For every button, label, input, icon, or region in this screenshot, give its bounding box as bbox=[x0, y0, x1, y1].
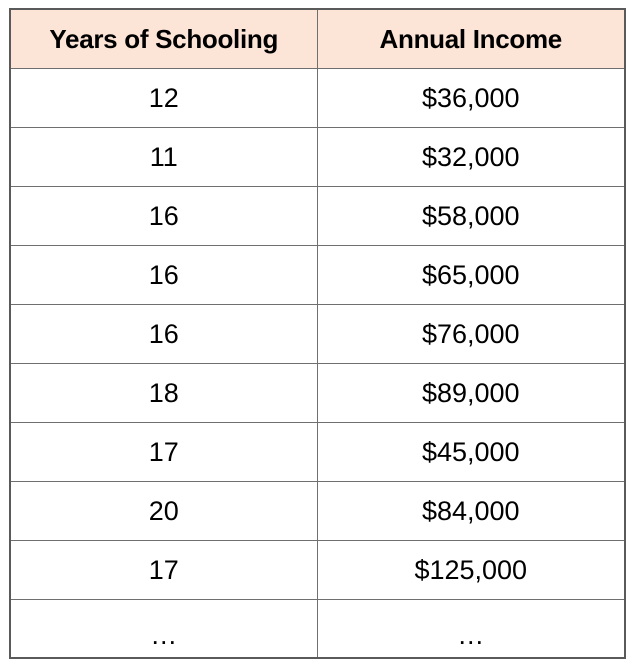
years-cell: 17 bbox=[10, 423, 317, 482]
header-years-of-schooling: Years of Schooling bbox=[10, 9, 317, 69]
income-ellipsis-cell: … bbox=[317, 600, 625, 658]
years-cell: 12 bbox=[10, 69, 317, 128]
ellipsis-row bbox=[10, 600, 625, 658]
years-cell: 16 bbox=[10, 246, 317, 305]
table-row bbox=[10, 128, 625, 187]
income-cell: $32,000 bbox=[317, 128, 625, 187]
schooling-income-table bbox=[9, 8, 626, 659]
years-cell: 11 bbox=[10, 128, 317, 187]
income-cell: $89,000 bbox=[317, 364, 625, 423]
table-row bbox=[10, 187, 625, 246]
years-cell: 16 bbox=[10, 305, 317, 364]
income-cell: $65,000 bbox=[317, 246, 625, 305]
table-row bbox=[10, 541, 625, 600]
table-row bbox=[10, 364, 625, 423]
income-cell: $58,000 bbox=[317, 187, 625, 246]
years-ellipsis-cell: … bbox=[10, 600, 317, 658]
years-cell: 17 bbox=[10, 541, 317, 600]
income-cell: $76,000 bbox=[317, 305, 625, 364]
header-annual-income: Annual Income bbox=[317, 9, 625, 69]
income-cell: $84,000 bbox=[317, 482, 625, 541]
header-row bbox=[10, 9, 625, 69]
income-cell: $36,000 bbox=[317, 69, 625, 128]
table-row bbox=[10, 246, 625, 305]
income-cell: $45,000 bbox=[317, 423, 625, 482]
table-row bbox=[10, 69, 625, 128]
income-cell: $125,000 bbox=[317, 541, 625, 600]
years-cell: 20 bbox=[10, 482, 317, 541]
years-cell: 16 bbox=[10, 187, 317, 246]
years-cell: 18 bbox=[10, 364, 317, 423]
table-row bbox=[10, 482, 625, 541]
table-row bbox=[10, 305, 625, 364]
table-row bbox=[10, 423, 625, 482]
